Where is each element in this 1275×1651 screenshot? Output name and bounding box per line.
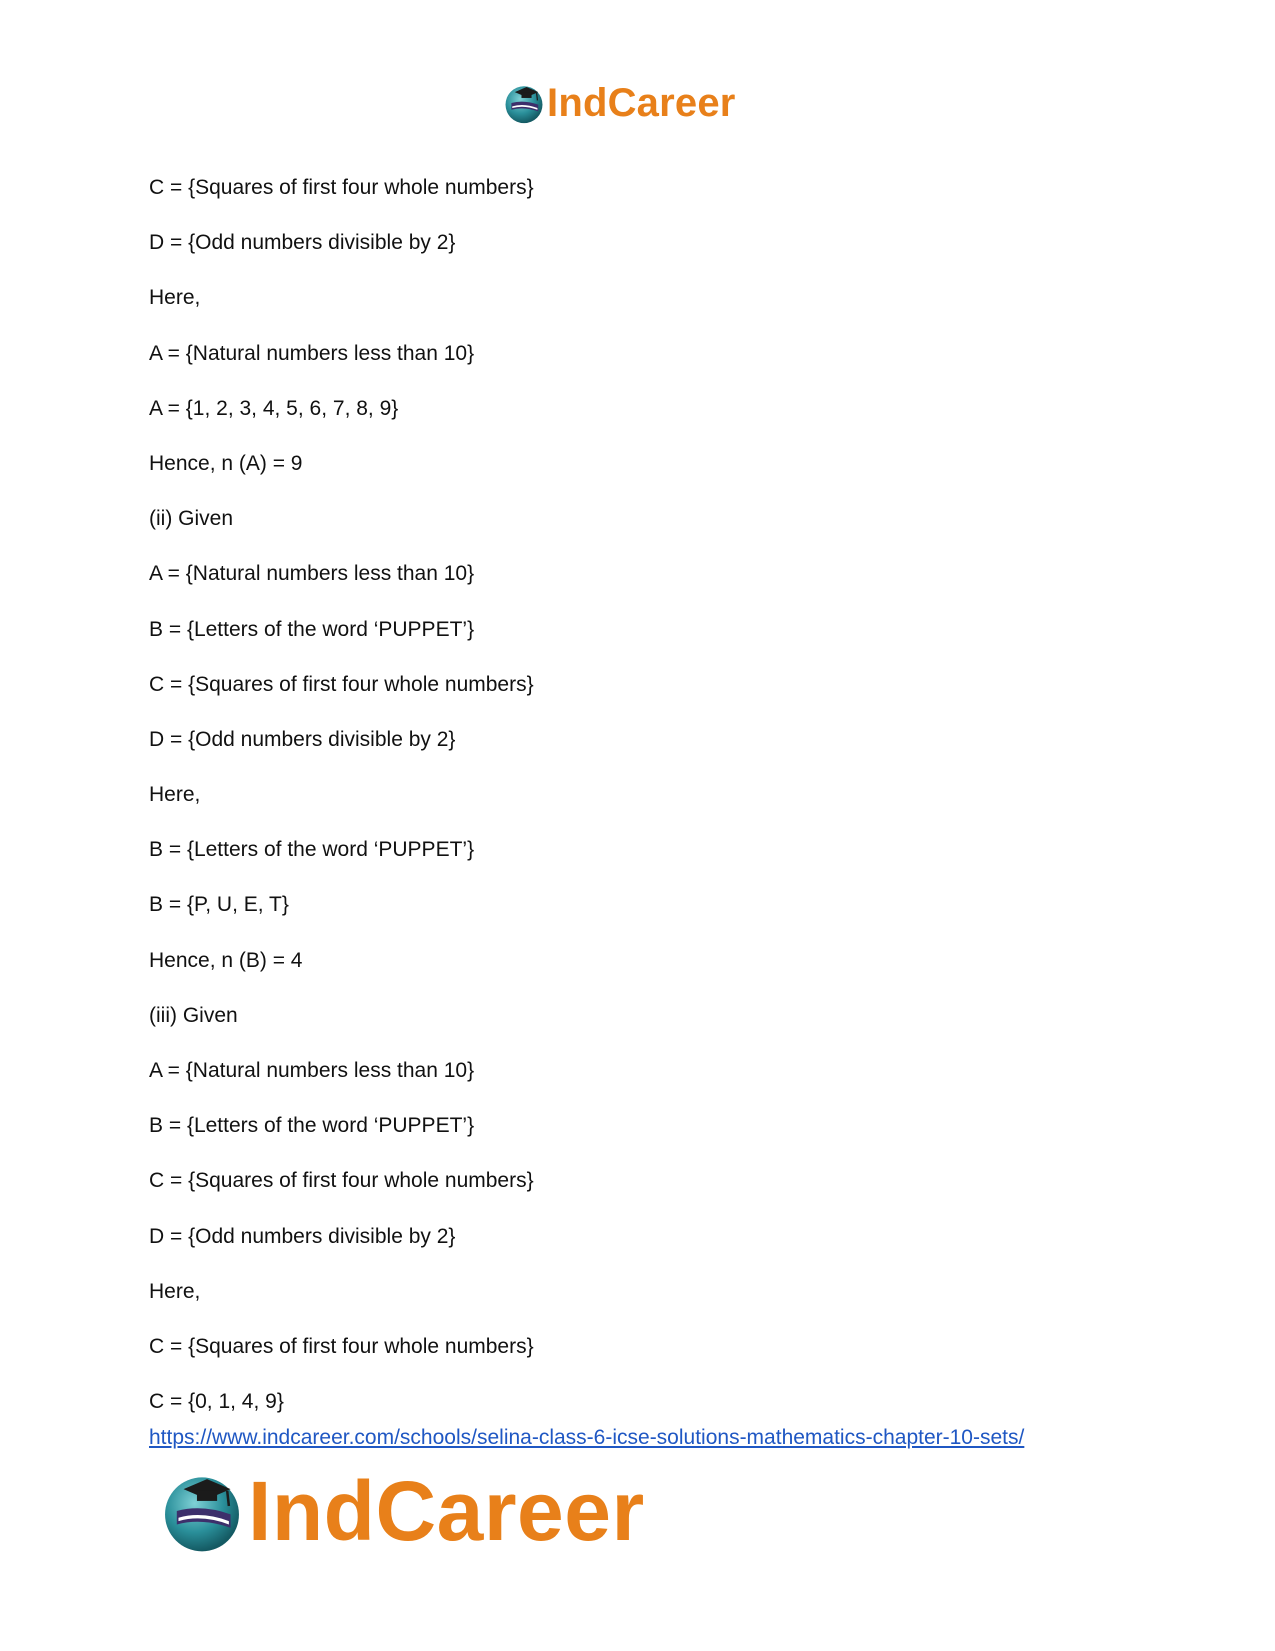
text-line: B = {P, U, E, T}: [149, 893, 289, 917]
text-line: Hence, n (A) = 9: [149, 451, 303, 475]
text-line: C = {Squares of first four whole numbers}: [149, 1169, 534, 1193]
text-line: B = {Letters of the word ‘PUPPET’}: [149, 617, 475, 641]
text-line: C = {Squares of first four whole numbers}: [149, 672, 534, 696]
text-line: A = {Natural numbers less than 10}: [149, 562, 475, 586]
text-line: C = {Squares of first four whole numbers}: [149, 1334, 534, 1358]
text-line: Here,: [149, 286, 201, 310]
text-line: D = {Odd numbers divisible by 2}: [149, 231, 456, 255]
text-line: Here,: [149, 1279, 201, 1303]
text-line: C = {0, 1, 4, 9}: [149, 1390, 284, 1414]
text-line: B = {Letters of the word ‘PUPPET’}: [149, 1114, 475, 1138]
footer-logo: [160, 1466, 645, 1556]
text-line: A = {1, 2, 3, 4, 5, 6, 7, 8, 9}: [149, 396, 399, 420]
text-line: C = {Squares of first four whole numbers}: [149, 176, 534, 199]
text-line: B = {Letters of the word ‘PUPPET’}: [149, 838, 475, 862]
brand-logo-text: IndCareer: [248, 1464, 645, 1558]
graduation-globe-icon: [160, 1469, 244, 1553]
text-line: A = {Natural numbers less than 10}: [149, 341, 475, 365]
text-line: D = {Odd numbers divisible by 2}: [149, 1224, 456, 1248]
text-line: D = {Odd numbers divisible by 2}: [149, 727, 456, 751]
text-line: A = {Natural numbers less than 10}: [149, 1059, 475, 1082]
solution-text: [149, 176, 534, 1445]
brand-logo-text: IndCareer: [547, 81, 736, 125]
text-line: (iii) Given: [149, 1003, 238, 1027]
text-line: Here,: [149, 783, 201, 807]
text-line: Hence, n (B) = 4: [149, 948, 303, 972]
header-logo: [503, 80, 736, 126]
source-link[interactable]: https://www.indcareer.com/schools/selina-class-6-icse-solutions-mathematics-chapter-10-sets/: [149, 1426, 1025, 1449]
graduation-globe-icon: [503, 82, 545, 124]
text-line: (ii) Given: [149, 507, 234, 531]
